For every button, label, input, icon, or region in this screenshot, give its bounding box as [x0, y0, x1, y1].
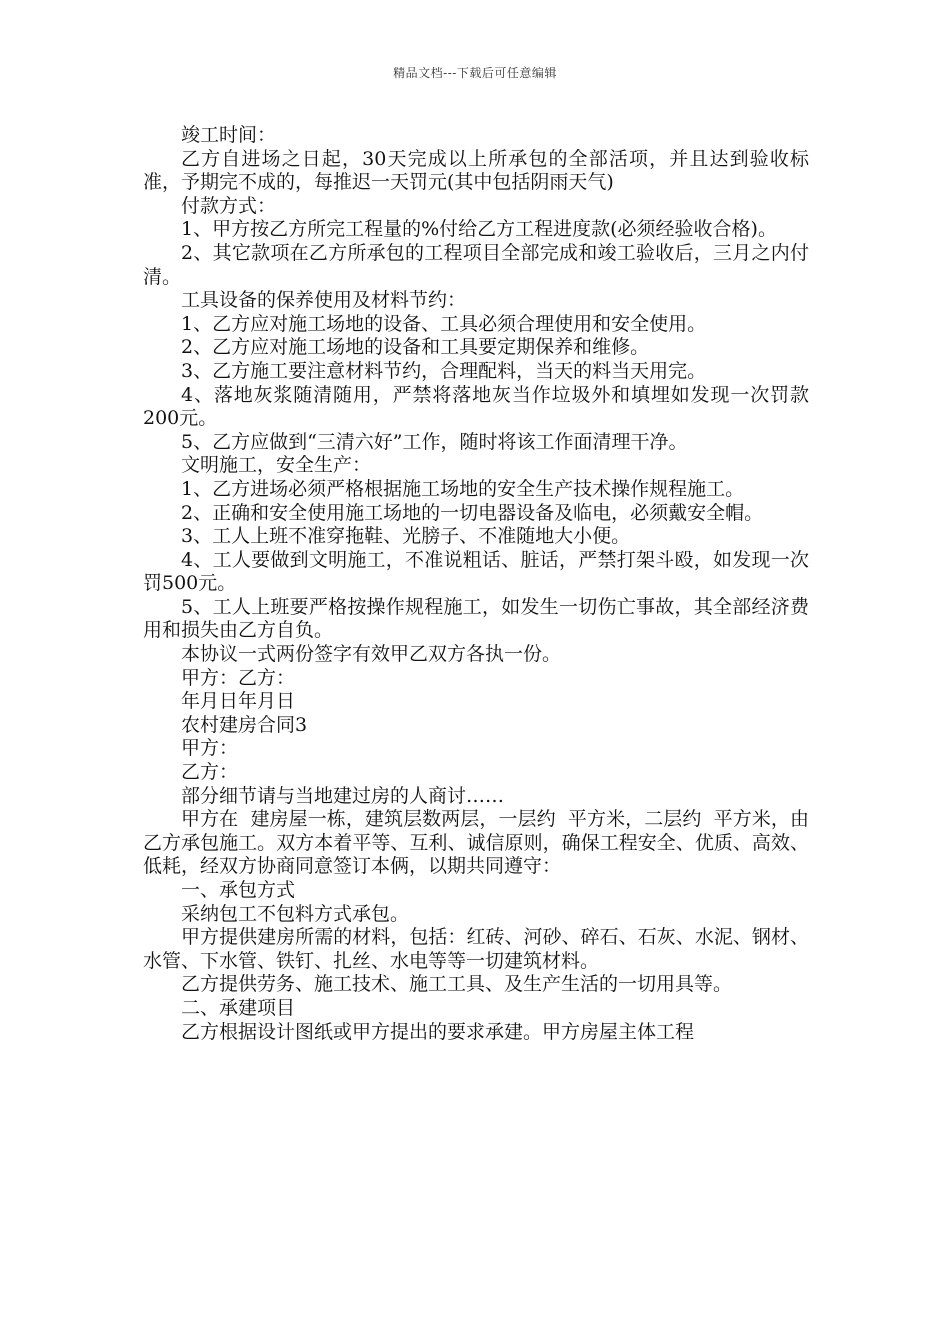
- paragraph: 付款方式：: [181, 194, 277, 217]
- paragraph: 乙方自进场之日起，30天完成以上所承包的全部活项，并且达到验收标准，予期完不成的，每推迟一天罚元(其中包括阴雨天气): [143, 147, 809, 194]
- clause-heading: 二、承建项目: [181, 996, 296, 1019]
- paragraph: 4、落地灰浆随清随用，严禁将落地灰当作垃圾外和填埋如发现一次罚款200元。: [143, 383, 809, 430]
- paragraph: 甲方在 建房屋一栋，建筑层数两层，一层约 平方米，二层约 平方米，由乙方承包施工。双方本着平等、互利、诚信原则，确保工程安全、优质、高效、低耗，经双方协商同意签订本俩，以期共同遵守：: [143, 808, 809, 878]
- paragraph: 2、乙方应对施工场地的设备和工具要定期保养和维修。: [181, 336, 650, 359]
- signature-line: 甲方：乙方：: [181, 666, 296, 689]
- party-a-line: 甲方：: [181, 737, 239, 760]
- paragraph: 2、其它款项在乙方所承包的工程项目全部完成和竣工验收后，三月之内付清。: [143, 241, 809, 288]
- paragraph: 1、乙方应对施工场地的设备、工具必须合理使用和安全使用。: [181, 312, 707, 335]
- paragraph: 2、正确和安全使用施工场地的一切电器设备及临电，必须戴安全帽。: [181, 501, 764, 524]
- clause-heading: 一、承包方式: [181, 879, 296, 901]
- paragraph: 采纳包工不包料方式承包。: [181, 902, 410, 925]
- paragraph: 1、甲方按乙方所完工程量的%付给乙方工程进度款(必须经验收合格)。: [181, 218, 777, 241]
- paragraph: 乙方提供劳务、施工技术、施工工具、及生产生活的一切用具等。: [181, 973, 733, 996]
- date-line: 年月日年月日: [181, 690, 296, 713]
- header-text: 精品文档---下载后可任意编辑: [393, 66, 557, 80]
- paragraph: 5、乙方应做到“三清六好”工作，随时将该工作面清理干净。: [181, 430, 688, 453]
- document-body: [143, 124, 809, 1044]
- paragraph: 竣工时间：: [181, 124, 277, 146]
- paragraph: 工具设备的保养使用及材料节约：: [181, 289, 467, 312]
- paragraph: 本协议一式两份签字有效甲乙双方各执一份。: [181, 643, 562, 666]
- paragraph: 3、乙方施工要注意材料节约，合理配料，当天的料当天用完。: [181, 359, 707, 382]
- paragraph: 文明施工，安全生产：: [181, 454, 372, 477]
- party-b-line: 乙方：: [181, 761, 239, 784]
- paragraph: 1、乙方进场必须严格根据施工场地的安全生产技术操作规程施工。: [181, 477, 745, 500]
- paragraph: 5、工人上班要严格按操作规程施工，如发生一切伤亡事故，其全部经济费用和损失由乙方自负。: [143, 595, 809, 642]
- paragraph: 部分细节请与当地建过房的人商讨……: [181, 784, 505, 807]
- paragraph: 3、工人上班不准穿拖鞋、光膀子、不准随地大小便。: [181, 525, 631, 548]
- section-title: 农村建房合同3: [181, 713, 308, 736]
- paragraph: 4、工人要做到文明施工，不准说粗话、脏话，严禁打架斗殴，如发现一次罚500元。: [143, 548, 809, 595]
- paragraph: 甲方提供建房所需的材料，包括：红砖、河砂、碎石、石灰、水泥、钢材、水管、下水管、铁钉、扎丝、水电等等一切建筑材料。: [143, 926, 809, 972]
- page-header: [0, 64, 950, 81]
- paragraph: 乙方根据设计图纸或甲方提出的要求承建。甲方房屋主体工程: [181, 1020, 695, 1043]
